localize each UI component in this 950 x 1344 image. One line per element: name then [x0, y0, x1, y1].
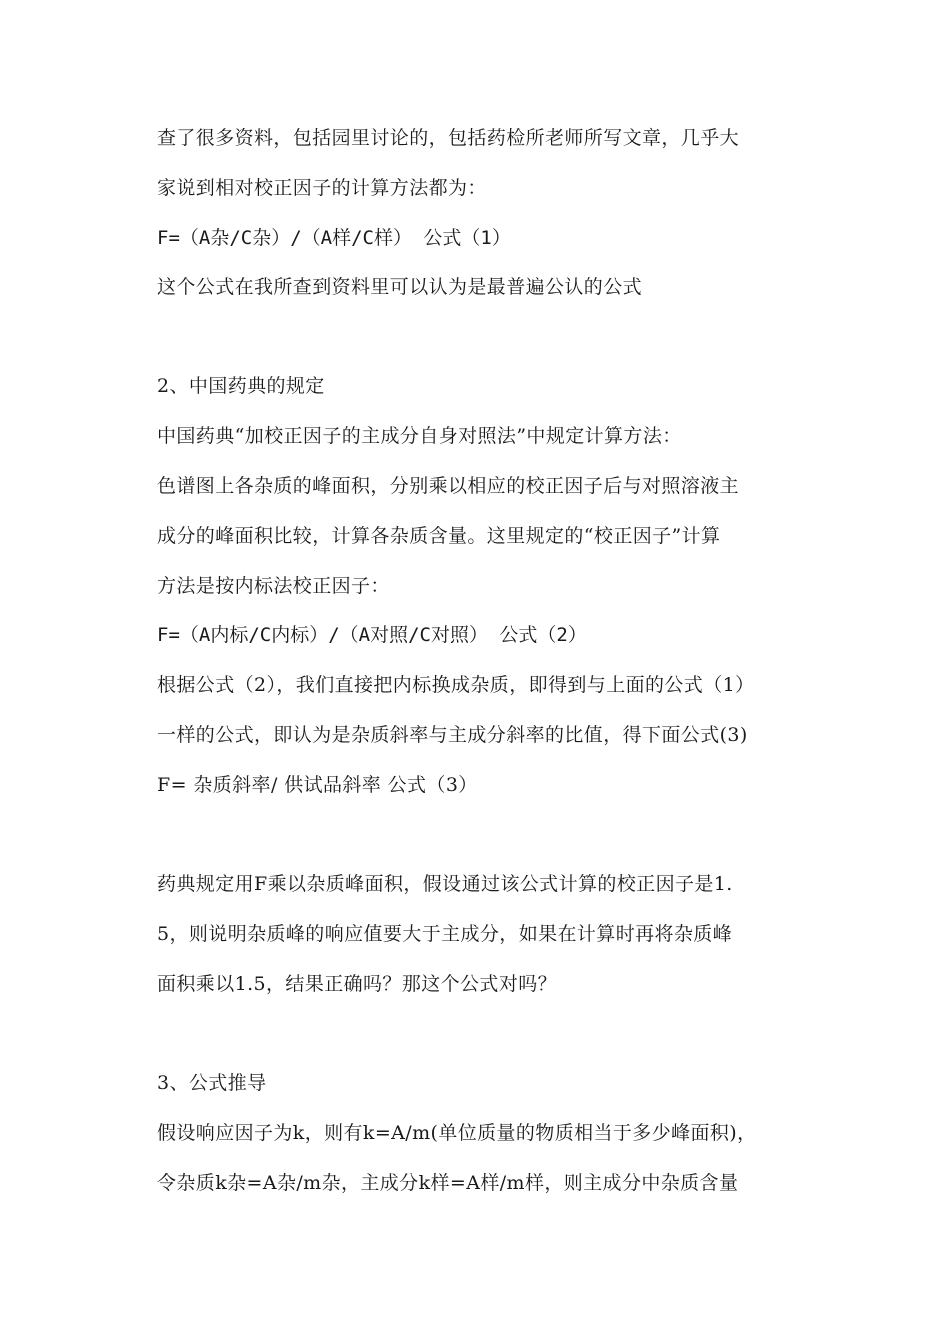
formula-2: F=（A内标/C内标）/（A对照/C对照） 公式（2）: [157, 624, 587, 646]
formula-3: F= 杂质斜率/ 供试品斜率 公式（3）: [157, 774, 478, 796]
paragraph-5-line-1: 根据公式（2），我们直接把内标换成杂质，即得到与上面的公式（1）: [157, 674, 755, 696]
paragraph-4-line-3: 方法是按内标法校正因子：: [157, 575, 390, 597]
paragraph-5-line-2: 一样的公式，即认为是杂质斜率与主成分斜率的比值，得下面公式(3): [157, 724, 748, 746]
paragraph-1-line-1: 查了很多资料，包括园里讨论的，包括药检所老师所写文章，几乎大: [157, 127, 740, 149]
section-heading-3: 3、公式推导: [157, 1072, 267, 1094]
paragraph-1-line-2: 家说到相对校正因子的计算方法都为：: [157, 177, 487, 199]
paragraph-4-line-1: 色谱图上各杂质的峰面积，分别乘以相应的校正因子后与对照溶液主: [157, 475, 740, 497]
paragraph-4-line-2: 成分的峰面积比较，计算各杂质含量。这里规定的“校正因子”计算: [157, 525, 721, 547]
formula-1: F=（A杂/C杂）/（A样/C样） 公式（1）: [157, 227, 511, 249]
paragraph-2: 这个公式在我所查到资料里可以认为是最普遍公认的公式: [157, 276, 643, 298]
paragraph-7-line-1: 假设响应因子为k，则有k=A/m(单位质量的物质相当于多少峰面积)，: [157, 1122, 757, 1144]
paragraph-7-line-2: 令杂质k杂=A杂/m杂，主成分k样=A样/m样，则主成分中杂质含量: [157, 1172, 739, 1194]
paragraph-6-line-2: 5，则说明杂质峰的响应值要大于主成分，如果在计算时再将杂质峰: [157, 923, 733, 945]
paragraph-3: 中国药典“加校正因子的主成分自身对照法”中规定计算方法：: [157, 425, 682, 447]
paragraph-6-line-1: 药典规定用F乘以杂质峰面积，假设通过该公式计算的校正因子是1.: [157, 873, 733, 895]
paragraph-6-line-3: 面积乘以1.5，结果正确吗？那这个公式对吗？: [157, 973, 558, 995]
section-heading-2: 2、中国药典的规定: [157, 375, 325, 397]
